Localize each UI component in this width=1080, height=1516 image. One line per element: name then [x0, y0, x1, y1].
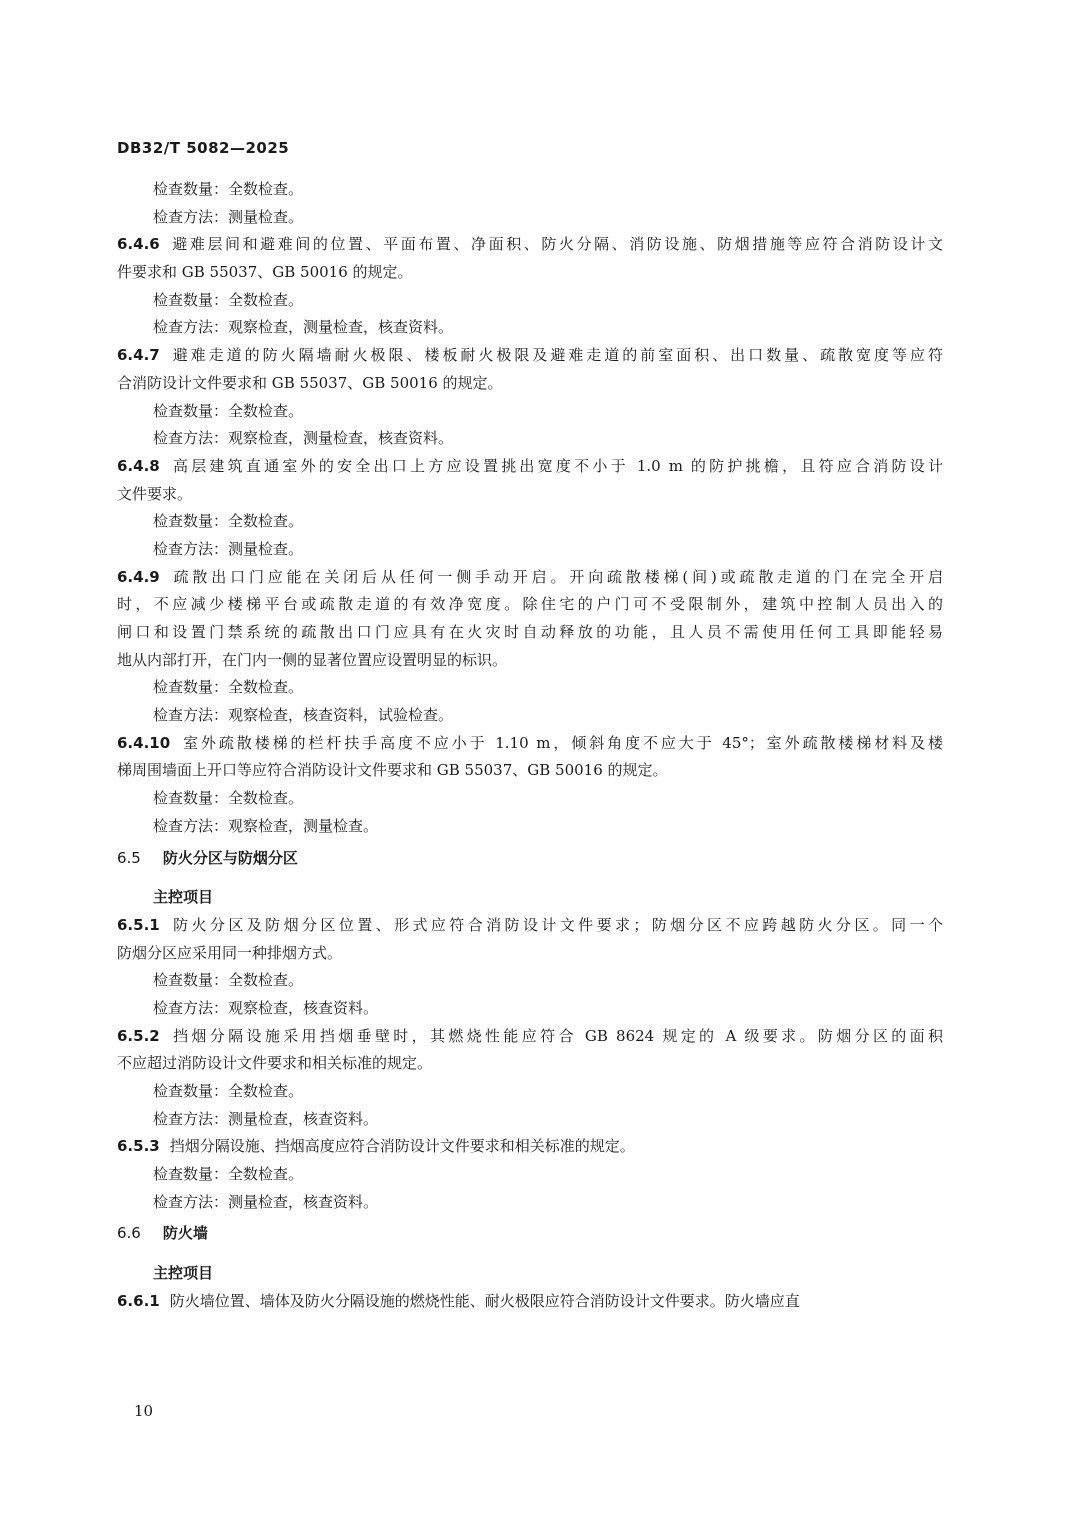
clause-text: 室外疏散楼梯的栏杆扶手高度不应小于 1.10 m，倾斜角度不应大于 45°；室外疏散楼梯材料及楼	[180, 733, 943, 752]
clause-continuation-line	[117, 259, 943, 287]
clause-text: 时，不应减少楼梯平台或疏散走道的有效净宽度。除住宅的户门可不受限制外，建筑中控制人员出入的	[117, 595, 943, 614]
clause-continuation-line	[117, 619, 943, 647]
inspection-note: 检查数量：全数检查。	[153, 401, 304, 420]
page-number: 10	[134, 1402, 154, 1420]
clause-first-line	[117, 1288, 943, 1316]
subheading-main-control-items: 主控项目	[153, 1264, 214, 1283]
clause-text: 地从内部打开，在门内一侧的显著位置应设置明显的标识。	[117, 650, 508, 669]
clause-continuation-line	[117, 757, 943, 785]
section-title: 防火分区与防烟分区	[162, 848, 298, 867]
inspection-note: 检查数量：全数检查。	[153, 678, 304, 697]
inspection-note: 检查方法：测量检查，核查资料。	[153, 1109, 379, 1128]
clause-first-line	[117, 1023, 943, 1051]
clause-text: 高层建筑直通室外的安全出口上方应设置挑出宽度不小于 1.0 m 的防护挑檐，且符应合消防设计	[169, 456, 943, 475]
clause-text: 防火墙位置、墙体及防火分隔设施的燃烧性能、耐火极限应符合消防设计文件要求。防火墙应直	[169, 1291, 800, 1310]
clause-first-line	[117, 912, 943, 940]
clause-text: 不应超过消防设计文件要求和相关标准的规定。	[117, 1054, 433, 1073]
clause-text: 文件要求。	[117, 484, 193, 503]
clause-text: 挡烟分隔设施、挡烟高度应符合消防设计文件要求和相关标准的规定。	[169, 1137, 635, 1156]
clause-continuation-line	[117, 370, 943, 398]
inspection-note: 检查数量：全数检查。	[153, 1082, 304, 1100]
clause-number: 6.4.9	[117, 567, 160, 586]
inspection-note: 检查方法：观察检查，测量检查，核查资料。	[153, 429, 454, 448]
clause-number: 6.4.8	[117, 456, 160, 475]
section-heading	[117, 1220, 943, 1248]
clause-text: 闸口和设置门禁系统的疏散出口门应具有在火灾时自动释放的功能，且人员不需使用任何工具即能轻易	[117, 623, 943, 641]
clause-text: 件要求和 GB 55037、GB 50016 的规定。	[117, 263, 413, 282]
clause-first-line	[117, 342, 943, 370]
inspection-note: 检查方法：测量检查。	[153, 539, 304, 558]
document-code-header: DB32/T 5082—2025	[117, 139, 290, 157]
clause-first-line	[117, 231, 943, 259]
clause-number: 6.5.3	[117, 1137, 160, 1156]
clause-text: 防火分区及防烟分区位置、形式应符合消防设计文件要求；防烟分区不应跨越防火分区。同一个	[169, 915, 943, 934]
section-number: 6.6	[117, 1224, 141, 1243]
clause-text: 防烟分区应采用同一种排烟方式。	[117, 943, 343, 962]
section-title: 防火墙	[162, 1224, 208, 1243]
clause-continuation-line	[117, 940, 943, 968]
inspection-note: 检查数量：全数检查。	[153, 290, 304, 309]
inspection-note: 检查方法：观察检查，核查资料，试验检查。	[153, 706, 454, 725]
inspection-note: 检查数量：全数检查。	[153, 180, 304, 198]
inspection-note: 检查数量：全数检查。	[153, 512, 304, 531]
clause-number: 6.5.1	[117, 915, 160, 934]
clause-text: 合消防设计文件要求和 GB 55037、GB 50016 的规定。	[117, 373, 503, 392]
clause-first-line	[117, 453, 943, 481]
clause-first-line	[117, 564, 943, 592]
inspection-note: 检查数量：全数检查。	[153, 789, 304, 808]
clause-text: 梯周围墙面上开口等应符合消防设计文件要求和 GB 55037、GB 50016 的规定。	[117, 761, 668, 780]
inspection-note: 检查方法：观察检查，测量检查。	[153, 816, 379, 835]
clause-number: 6.4.7	[117, 346, 160, 365]
clause-continuation-line	[117, 481, 943, 509]
clause-number: 6.4.6	[117, 235, 160, 254]
inspection-note: 检查方法：观察检查，测量检查，核查资料。	[153, 318, 454, 337]
clause-number: 6.6.1	[117, 1291, 160, 1310]
inspection-note: 检查方法：观察检查，核查资料。	[153, 998, 379, 1017]
clause-continuation-line	[117, 591, 943, 619]
clause-first-line	[117, 1133, 943, 1161]
inspection-note: 检查方法：测量检查，核查资料。	[153, 1192, 379, 1211]
subheading-main-control-items: 主控项目	[153, 888, 214, 907]
clause-number: 6.4.10	[117, 733, 171, 752]
clause-text: 疏散出口门应能在关闭后从任何一侧手动开启。开向疏散楼梯(间)或疏散走道的门在完全开启	[169, 567, 943, 586]
document-body	[117, 176, 943, 1316]
clause-first-line	[117, 730, 943, 758]
clause-text: 避难层间和避难间的位置、平面布置、净面积、防火分隔、消防设施、防烟措施等应符合消防设计文	[169, 235, 943, 254]
clause-text: 挡烟分隔设施采用挡烟垂壁时，其燃烧性能应符合 GB 8624 规定的 A 级要求。防烟分区的面积	[169, 1026, 943, 1045]
section-heading	[117, 845, 943, 873]
section-number: 6.5	[117, 848, 141, 867]
inspection-note: 检查数量：全数检查。	[153, 971, 304, 990]
inspection-note: 检查数量：全数检查。	[153, 1165, 304, 1184]
inspection-note: 检查方法：测量检查。	[153, 207, 304, 226]
clause-number: 6.5.2	[117, 1026, 160, 1045]
clause-continuation-line	[117, 647, 943, 675]
clause-continuation-line	[117, 1050, 943, 1078]
clause-text: 避难走道的防火隔墙耐火极限、楼板耐火极限及避难走道的前室面积、出口数量、疏散宽度等应符	[169, 346, 943, 365]
